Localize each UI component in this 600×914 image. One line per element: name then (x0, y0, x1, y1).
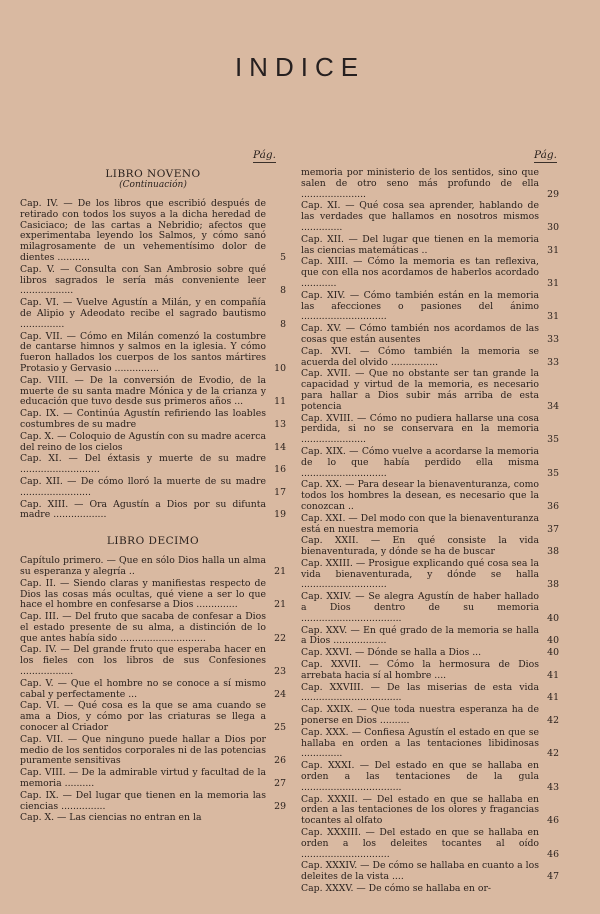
entry-page-number: 41 (547, 669, 559, 681)
index-entry (20, 477, 286, 499)
index-entry (301, 660, 559, 682)
entry-text: Capítulo primero. — Que en sólo Dios halla un alma su esperanza y alegría .. (20, 555, 266, 577)
entry-text: Cap. XXXIII. — Del estado en que se hallaba en orden a los deleites tocantes al oído .............................. (301, 827, 539, 860)
entry-page-number: 34 (547, 400, 559, 412)
entry-page-number: 23 (274, 666, 286, 678)
entry-page-number: 14 (274, 441, 286, 453)
entry-text: Cap. XII. — Del lugar que tienen en la memoria las ciencias matemáticas .. (301, 233, 539, 256)
entry-text: Cap. XV. — Cómo también nos acordamos de las cosas que están ausentes (301, 323, 539, 345)
entry-page-number: 40 (547, 612, 559, 624)
entry-page-number: 42 (547, 715, 559, 727)
index-entry (20, 376, 286, 408)
entry-page-number: 40 (547, 635, 559, 647)
index-entry (301, 828, 559, 860)
entry-text: Cap. XXXIV. — De cómo se hallaba en cuanto a los deleites de la vista .... (301, 860, 539, 883)
entry-text: Cap. VI. — Vuelve Agustín a Milán, y en compañía de Alipio y Adeodato recibe el sagrado bautismo ............... (20, 297, 266, 330)
index-entry (301, 705, 559, 727)
entry-page-number: 35 (547, 467, 559, 479)
index-entry (20, 612, 286, 644)
entry-page-number: 25 (274, 722, 286, 734)
index-entry (20, 768, 286, 790)
index-entry (301, 168, 559, 200)
entry-page-number: 8 (280, 285, 286, 297)
entry-page-number: 27 (274, 778, 286, 790)
index-entry (301, 683, 559, 705)
entry-page-number: 31 (547, 277, 559, 289)
entry-page-number: 26 (274, 755, 286, 767)
entry-page-number: 30 (547, 221, 559, 233)
entry-text: Cap. II. — Siendo claras y manifiestas respecto de Dios las cosas más ocultas, qué viene a ser lo que hace el hombre en confesarse a Dios .............. (20, 577, 266, 611)
index-entry (301, 369, 559, 412)
index-entry (301, 257, 559, 289)
index-entry (20, 679, 286, 701)
entry-page-number: 21 (274, 599, 286, 611)
entry-text: Cap. XXVII. — Cómo la hermosura de Dios arrebata hacia sí al hombre .... (301, 659, 539, 681)
index-entry (20, 791, 286, 813)
entry-text: Cap. XIII. — Ora Agustín a Dios por su difunta madre .................. (20, 498, 266, 521)
index-entry (20, 265, 286, 297)
entry-text: Cap. XI. — Del éxtasis y muerte de su madre ........................... (20, 453, 266, 476)
entry-page-number: 46 (547, 848, 559, 860)
entry-text: Cap. III. — Del fruto que sacaba de confesar a Dios el estado presente de su alma, a distinción de lo que antes había sido ............................. (20, 611, 266, 644)
index-entry (301, 480, 559, 512)
entry-text: Cap. XIX. — Cómo vuelve a acordarse la memoria de lo que había perdido ella misma ............................. (301, 445, 539, 479)
entry-page-number: 33 (547, 356, 559, 368)
entry-page-number: 19 (274, 509, 286, 521)
entry-text: Cap. X. — Coloquio de Agustín con su madre acerca del reino de los cielos (20, 430, 266, 453)
index-entry (301, 795, 559, 827)
book-title: LIBRO NOVENO (105, 168, 201, 180)
index-entry (20, 454, 286, 476)
entry-text: Cap. XXV. — En qué grado de la memoria se halla a Dios .................. (301, 624, 539, 647)
entry-text: Cap. IV. — Del grande fruto que esperaba hacer en los fieles con los libros de sus Confesiones .................. (20, 644, 266, 678)
entry-text: Cap. V. — Que el hombre no se conoce a sí mismo cabal y perfectamente ... (20, 677, 266, 700)
entry-text: Cap. XXI. — Del modo con que la bienaventuranza está en nuestra memoria (301, 512, 539, 535)
index-entry (20, 813, 286, 824)
entry-text: Cap. XXXII. — Del estado en que se hallaba en orden a las tentaciones de los olores y fragancias tocantes al olfato (301, 793, 539, 827)
entry-text: Cap. XVI. — Cómo también la memoria se acuerda del olvido ................ (301, 345, 539, 368)
book-subtitle: (Continuación) (119, 180, 187, 190)
index-entry (301, 884, 559, 895)
entry-text: Cap. XI. — Qué cosa sea aprender, hablando de las verdades que hallamos en nosotros mismos .............. (301, 200, 539, 233)
page-column-label-left: Pág. (253, 149, 276, 161)
right-column (301, 168, 559, 896)
entry-text: Cap. IX. — Del lugar que tienen en la memoria las ciencias ............... (20, 789, 266, 812)
entry-text: Cap. VIII. — De la admirable virtud y facultad de la memoria .......... (20, 767, 266, 790)
entry-text: Cap. IV. — De los libros que escribió después de retirado con todos los suyos a la dicha heredad de Casiciaco; de las cartas a Nebridio; afectos que experimentaba leyendo los Salmos, y cómo sanó milagrosamente de un vehementísimo dolor de dientes ........... (20, 198, 266, 263)
entry-page-number: 46 (547, 815, 559, 827)
entry-text: Cap. XIII. — Cómo la memoria es tan reflexiva, que con ella nos acordamos de haberlos acordado ............ (301, 256, 539, 289)
index-entry (20, 298, 286, 330)
entries-list-book10 (20, 556, 286, 824)
index-entry (20, 199, 286, 264)
index-entry (20, 409, 286, 431)
index-entry (301, 291, 559, 323)
index-entry (301, 861, 559, 883)
entry-text: Cap. XXVIII. — De las miserias de esta vida .................................. (301, 681, 539, 704)
entry-page-number: 40 (547, 647, 559, 659)
entry-page-number: 5 (280, 251, 286, 263)
entry-text: Cap. XXII. — En qué consiste la vida bienaventurada, y dónde se ha de buscar (301, 535, 539, 558)
entry-page-number: 29 (547, 188, 559, 200)
entry-page-number: 42 (547, 748, 559, 760)
entry-page-number: 43 (547, 781, 559, 793)
page-column-label-right: Pág. (534, 149, 557, 161)
index-entry (301, 235, 559, 257)
index-entry (20, 332, 286, 375)
index-entry (20, 735, 286, 767)
index-entry (20, 645, 286, 677)
entry-text: Cap. XXXV. — De cómo se hallaba en or- (301, 883, 492, 894)
entry-text: Cap. XX. — Para desear la bienaventuranza, como todos los hombres la desean, es necesario que la conozcan .. (301, 479, 539, 512)
index-entry (301, 648, 559, 659)
entry-page-number: 38 (547, 546, 559, 558)
entry-text: Cap. X. — Las ciencias no entran en la (20, 812, 202, 824)
index-entry (20, 701, 286, 733)
index-entry (301, 592, 559, 624)
entry-text: Cap. XXXI. — Del estado en que se hallaba en orden a las tentaciones de la gula .................................. (301, 760, 539, 793)
index-entry (301, 559, 559, 591)
index-entry (20, 500, 286, 522)
entry-page-number: 35 (547, 434, 559, 446)
index-entry (301, 447, 559, 479)
index-entry (20, 579, 286, 611)
index-entry (301, 514, 559, 536)
entry-text: Cap. VII. — Cómo en Milán comenzó la costumbre de cantarse himnos y salmos en la iglesia. Y cómo fueron hallados los cuerpos de los santos mártires Protasio y Gervasio ............... (20, 330, 266, 374)
entry-page-number: 8 (280, 318, 286, 330)
entry-text: Cap. V. — Consulta con San Ambrosio sobre qué libros sagrados le sería más conveniente leer .................. (20, 263, 266, 297)
index-entry (301, 324, 559, 346)
index-entry (301, 536, 559, 558)
entry-text: Cap. VII. — Que ninguno puede hallar a Dios por medio de los sentidos corporales ni de las potencias puramente sensitivas (20, 733, 266, 767)
entry-page-number: 31 (547, 311, 559, 323)
entry-text: Cap. XXIII. — Prosigue explicando qué cosa sea la vida bienaventurada, y dónde se halla ............................. (301, 557, 539, 591)
index-entry (301, 414, 559, 446)
index-entry (301, 347, 559, 369)
entry-text: Cap. XII. — De cómo lloró la muerte de su madre ........................ (20, 475, 266, 498)
page-title: INDICE (234, 52, 366, 82)
entry-page-number: 29 (274, 800, 286, 812)
entry-text: Cap. XXVI. — Dónde se halla a Dios ... (301, 647, 482, 659)
entry-page-number: 36 (547, 500, 559, 512)
entry-text: Cap. XVII. — Que no obstante ser tan grande la capacidad y virtud de la memoria, es necesario para hallar a Dios subir más arriba de esta potencia (301, 368, 539, 412)
entry-page-number: 10 (274, 362, 286, 374)
entry-page-number: 38 (547, 579, 559, 591)
entry-text: memoria por ministerio de los sentidos, sino que salen de otro seno más profundo de ella ...................... (301, 167, 539, 200)
entries-list-book9 (20, 199, 286, 521)
index-entry (20, 556, 286, 578)
entries-list-continued (301, 168, 559, 895)
entry-page-number: 24 (274, 688, 286, 700)
entry-text: Cap. VI. — Qué cosa es la que se ama cuando se ama a Dios, y cómo por las criaturas se llega a conocer al Criador (20, 700, 266, 734)
index-entry (301, 728, 559, 760)
entry-page-number: 47 (547, 871, 559, 883)
entry-page-number: 21 (274, 565, 286, 577)
entry-text: Cap. VIII. — De la conversión de Evodio, de la muerte de su santa madre Mónica y de la crianza y educación que tuvo desde sus primeros años ... (20, 374, 266, 408)
entry-page-number: 37 (547, 523, 559, 535)
entry-page-number: 31 (547, 244, 559, 256)
entry-page-number: 22 (274, 632, 286, 644)
index-entry (301, 761, 559, 793)
entry-page-number: 17 (274, 486, 286, 498)
index-entry (301, 201, 559, 233)
book-title: LIBRO DECIMO (106, 535, 200, 548)
entry-text: Cap. XXIX. — Que toda nuestra esperanza ha de ponerse en Dios .......... (301, 704, 539, 727)
entry-page-number: 41 (547, 692, 559, 704)
index-entry (301, 626, 559, 648)
entry-page-number: 16 (274, 464, 286, 476)
entry-text: Cap. IX. — Continúa Agustín refiriendo las loables costumbres de su madre (20, 408, 266, 430)
entry-page-number: 13 (274, 418, 286, 430)
index-entry (20, 432, 286, 454)
left-column (20, 168, 286, 825)
entry-text: Cap. XIV. — Cómo también están en la memoria las afecciones o pasiones del ánimo ............................. (301, 289, 539, 323)
entry-text: Cap. XXX. — Confiesa Agustín el estado en que se hallaba en orden a las tentaciones libidinosas .............. (301, 726, 539, 760)
entry-text: Cap. XXIV. — Se alegra Agustín de haber hallado a Dios dentro de su memoria .................................. (301, 591, 539, 624)
entry-text: Cap. XVIII. — Cómo no pudiera hallarse una cosa perdida, si no se conservara en la memoria ...................... (301, 412, 539, 446)
entry-page-number: 11 (274, 396, 286, 408)
entry-page-number: 33 (547, 333, 559, 345)
